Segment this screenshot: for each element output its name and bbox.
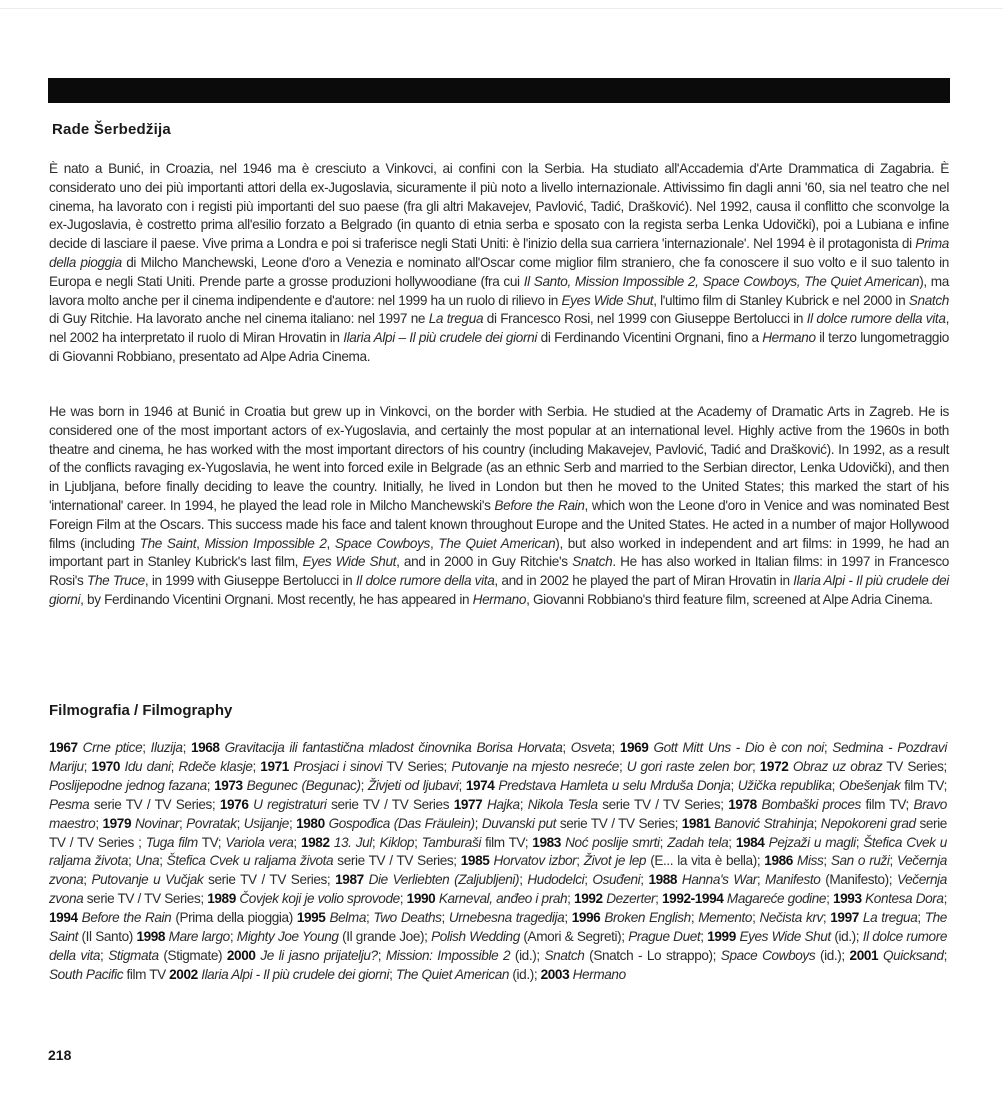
title-text: Prosjaci i sinovi	[293, 758, 383, 774]
text-run: ;	[170, 758, 179, 774]
text-run: film TV	[123, 966, 170, 982]
text-run: serie TV / TV Series	[326, 796, 454, 812]
year-label: 1994	[49, 910, 78, 926]
title-text: Prague Duet	[628, 929, 701, 945]
year-label: 1982	[300, 834, 330, 850]
title-text: Je li jasno prijatelju?	[260, 947, 378, 963]
year-label: 1985	[460, 853, 490, 869]
title-text: 13. Jul	[333, 834, 372, 850]
title-text: Mare largo	[168, 929, 230, 945]
year-label: 1986	[764, 853, 793, 869]
text-run: ;	[826, 891, 833, 907]
title-text: Kiklop	[379, 834, 415, 850]
text-run: ,	[429, 535, 439, 551]
title-text: Horvatov izbor	[493, 853, 577, 869]
title-text: Nikola Tesla	[527, 796, 598, 812]
text-run: ;	[389, 966, 396, 982]
year-label: 1989	[207, 891, 236, 907]
text-run: ;	[182, 740, 191, 755]
text-run: ;	[611, 740, 620, 755]
text-run: (id.);	[510, 947, 545, 963]
text-run: ;	[206, 777, 215, 793]
text-run: ;	[159, 853, 167, 869]
text-run: (Prima della pioggia)	[171, 910, 297, 926]
title-text: Polish Wedding	[431, 929, 520, 945]
text-run: (Il grande Joe);	[338, 929, 432, 945]
text-run: ;	[752, 910, 760, 926]
title-text: Čovjek koji je volio sprovode	[239, 891, 400, 907]
top-rule	[0, 8, 1003, 9]
text-run: ;	[293, 834, 301, 850]
text-run: serie TV / TV Series;	[203, 872, 336, 888]
title-text: Iluzija	[150, 740, 183, 755]
filmography-heading: Filmografia / Filmography	[49, 702, 233, 719]
text-run: , nel 2002 ha interpretato il ruolo di Miran Hrovatin in	[49, 311, 949, 346]
text-run: ;	[730, 777, 738, 793]
text-run: , Giovanni Robbiano's third feature film, screened at Alpe Adria Cinema.	[526, 591, 933, 607]
text-run: ;	[567, 891, 575, 907]
year-label: 1978	[728, 796, 757, 812]
year-label: 2001	[849, 947, 879, 963]
title-text: Hermano	[472, 591, 527, 607]
text-run: ,	[196, 535, 205, 551]
text-run: , in 1999 with Giuseppe Bertolucci in	[144, 573, 356, 589]
text-run: ;	[855, 834, 864, 850]
title-text: Večernja zvona	[49, 872, 947, 907]
year-label: 2002	[169, 966, 198, 982]
year-label: 1973	[214, 777, 243, 793]
text-run: (id.);	[830, 929, 863, 945]
title-text: Karneval, anđeo i prah	[438, 891, 568, 907]
text-run: serie TV / TV Series;	[333, 853, 461, 869]
text-run: , by Ferdinando Vicentini Orgnani. Most recently, he has appeared in	[80, 591, 473, 607]
text-run: ;	[831, 777, 839, 793]
title-text: Osveta	[570, 740, 612, 755]
title-text: Hajka	[486, 796, 520, 812]
year-label: 1983	[532, 834, 561, 850]
text-run: TV;	[197, 834, 226, 850]
title-text: Eyes Wide Shut	[561, 292, 654, 308]
title-text: U registraturi	[253, 796, 327, 812]
biography-italian	[49, 160, 949, 367]
year-label: 2003	[540, 966, 570, 982]
title-text: Snatch	[544, 947, 585, 963]
title-text: Bombaški proces	[761, 796, 861, 812]
title-text: San o ruži	[830, 853, 890, 869]
year-label: 1996	[571, 910, 601, 926]
text-run: (id.);	[509, 966, 541, 982]
text-run: ;	[519, 796, 528, 812]
text-run: (Snatch - Lo strappo);	[584, 947, 721, 963]
text-run: di Ferdinando Vicentini Orgnani, fino a	[537, 330, 763, 346]
title-text: The Quiet American	[438, 535, 556, 551]
title-text: Il dolce rumore della vita	[806, 311, 946, 327]
title-text: South Pacific	[49, 966, 124, 982]
text-run: film TV;	[900, 777, 947, 793]
year-label: 1974	[465, 777, 495, 793]
text-run: ;	[562, 740, 571, 755]
text-run: ;	[917, 910, 925, 926]
text-run: ;	[458, 777, 466, 793]
title-text: Dezerter	[606, 891, 656, 907]
text-run: film TV;	[481, 834, 533, 850]
text-run: ;	[229, 929, 237, 945]
title-text: Memento	[698, 910, 753, 926]
title-text: Gott Mitt Uns - Dio è con noi	[653, 740, 824, 755]
title-text: Eyes Wide Shut	[302, 554, 397, 570]
title-text: Sedmina - Pozdravi Mariju	[49, 740, 947, 774]
text-run: serie TV / TV Series ;	[49, 815, 947, 850]
title-text: Rdeče klasje	[178, 758, 253, 774]
text-run: serie TV / TV Series;	[597, 796, 729, 812]
title-text: Nečista krv	[759, 910, 823, 926]
text-run: (Manifesto);	[820, 872, 897, 888]
title-text: Magareće godine	[726, 891, 827, 907]
text-run: serie TV / TV Series;	[83, 891, 208, 907]
title-text: Usijanje	[243, 815, 289, 831]
text-run: (id.);	[815, 947, 850, 963]
title-text: Obešenjak	[838, 777, 901, 793]
year-label: 1997	[830, 910, 859, 926]
text-run: (Il Santo)	[77, 929, 137, 945]
year-label: 1987	[335, 872, 364, 888]
title-text: Novinar	[134, 815, 179, 831]
year-label: 1998	[136, 929, 166, 945]
year-label: 1980	[296, 815, 325, 831]
text-run: serie TV / TV Series;	[556, 815, 682, 831]
title-text: Snatch	[572, 554, 613, 570]
text-run: ;	[441, 910, 449, 926]
text-run: ,	[326, 535, 335, 551]
text-run: ;	[371, 834, 380, 850]
year-label: 2000	[226, 947, 256, 963]
title-text: Stigmata	[108, 947, 159, 963]
year-label: 1992-1994	[662, 891, 724, 907]
title-text: Variola vera	[225, 834, 294, 850]
text-run: ;	[813, 815, 821, 831]
title-text: Tuga film	[145, 834, 198, 850]
text-run: ;	[823, 740, 833, 755]
title-text: Ilaria Alpi - Il più crudele dei giorni	[49, 573, 949, 607]
title-text: Hanna's War	[681, 872, 757, 888]
text-run: TV Series;	[882, 758, 947, 774]
text-run: ;	[943, 891, 947, 907]
text-run: di Guy Ritchie. Ha lavorato anche nel cinema italiano: nel 1997 ne	[49, 311, 429, 327]
year-label: 1995	[296, 910, 326, 926]
text-run: (Amori & Segreti);	[519, 929, 629, 945]
title-text: Il Santo, Mission Impossible 2, Space Cowboys, The Quiet American	[523, 273, 920, 289]
text-run: ), ma lavora molto anche per il cinema indipendente e d'autore: nel 1999 ha un ruolo di rilievo in	[49, 273, 949, 308]
text-run: di Milcho Manchewski, Leone d'oro a Venezia e nominato all'Oscar come miglior film straniero, che fa conoscere il suo volto e il suo talento in Europa e negli Stati Uniti. Prende parte a grosse produzioni hollywoodiane (fra cui	[49, 254, 949, 289]
text-run: film TV;	[860, 796, 914, 812]
title-text: Begunec (Begunac)	[246, 777, 361, 793]
text-run: ;	[576, 853, 584, 869]
text-run: ;	[178, 815, 187, 831]
year-label: 1967	[49, 740, 78, 755]
title-text: Crne ptice	[82, 740, 143, 755]
text-run: , l'ultimo film di Stanley Kubrick e nel 2000 in	[653, 292, 909, 308]
year-label: 1992	[574, 891, 603, 907]
text-run: ;	[564, 910, 572, 926]
title-text: La tregua	[862, 910, 918, 926]
text-run: ;	[943, 947, 947, 963]
year-label: 1968	[190, 740, 220, 755]
title-text: Before the Rain	[494, 497, 585, 513]
title-text: The Saint	[139, 535, 197, 551]
title-text: Prima della pioggia	[49, 236, 949, 270]
title-text: Mission: Impossible 2	[385, 947, 511, 963]
text-run: ;	[366, 910, 374, 926]
title-text: Užička republika	[737, 777, 832, 793]
text-run: ;	[728, 834, 736, 850]
title-text: Život je lep	[583, 853, 647, 869]
title-text: Il dolce rumore della vita	[355, 573, 495, 589]
title-text: Putovanje u Vučjak	[91, 872, 204, 888]
title-text: The Truce	[87, 573, 145, 589]
text-run: ;	[690, 910, 699, 926]
title-text: Broken English	[604, 910, 691, 926]
text-run: , which won the Leone d'oro in Venice and was nominated Best Foreign Film at the Oscars. This success made his face and talent known throughout Europe and the United States. He acted in a number of major Hollywood films (including	[49, 497, 949, 551]
text-run: ;	[95, 815, 103, 831]
year-label: 1999	[707, 929, 736, 945]
text-run: ;	[751, 758, 760, 774]
biography-english	[49, 403, 949, 610]
title-text: Duvanski put	[481, 815, 557, 831]
text-run: He was born in 1946 at Bunić in Croatia but grew up in Vinkovci, on the border with Serbia. He studied at the Academy of Dramatic Arts in Zagreb. He is considered one of the most important actors of ex-Yugoslavia, and certainly the most popular at an international level. Highly active from the 1960s in both theatre and cinema, he has worked with the most important directors of his country (including Makavejev, Pavlović, Tadić and Drašković). In 1992, as a result of the conflicts ravaging ex-Yugoslavia, he went into forced exile in Belgrade (as an ethnic Serb and married to the Serbian director, Lenka Udovički), and then in Ljubljana, before finally deciding to leave the country. Initially, he lived in London but then he moved to the United States; this marked the start of his 'international' career. In 1994, he played the lead role in Milcho Manchewski's	[49, 404, 949, 513]
text-run: ;	[100, 947, 109, 963]
title-text: Mission Impossible 2	[204, 535, 327, 551]
text-run: il terzo lungometraggio di Giovanni Robbiano, presentato ad Alpe Adria Cinema.	[49, 330, 949, 364]
text-run: , and in 2000 in Guy Ritchie's	[396, 554, 573, 570]
text-run: ;	[655, 891, 662, 907]
text-run: serie TV / TV Series;	[89, 796, 220, 812]
title-text: Nepokoreni grad	[820, 815, 916, 831]
title-text: The Quiet American	[395, 966, 510, 982]
title-text: Belma	[329, 910, 366, 926]
year-label: 1993	[832, 891, 862, 907]
title-text: Hermano	[762, 330, 816, 346]
year-label: 1979	[102, 815, 132, 831]
title-text: La tregua	[428, 311, 484, 327]
title-text: Manifesto	[765, 872, 821, 888]
title-text: Pesma	[49, 796, 90, 812]
title-text: The Saint	[49, 910, 947, 945]
title-text: U gori raste zelen bor	[626, 758, 752, 774]
actor-name-heading: Rade Šerbedžija	[52, 121, 171, 138]
text-run: ;	[83, 872, 92, 888]
title-text: Quicksand	[882, 947, 944, 963]
title-text: Two Deaths	[373, 910, 442, 926]
title-text: Before the Rain	[81, 910, 172, 926]
header-bar	[48, 78, 950, 103]
text-run: ;	[288, 815, 297, 831]
title-text: Putovanje na mjesto nesreće	[451, 758, 619, 774]
text-run: ;	[584, 872, 593, 888]
title-text: Tamburaši	[421, 834, 481, 850]
year-label: 1984	[735, 834, 765, 850]
text-run: ;	[618, 758, 627, 774]
year-label: 1976	[219, 796, 249, 812]
year-label: 1971	[260, 758, 289, 774]
text-run: ;	[822, 910, 831, 926]
text-run: ;	[474, 815, 482, 831]
text-run: ), but also worked in independent and art films: in 1999, he had an important part in Stanley Kubrick's last film,	[49, 535, 949, 570]
text-run: ;	[252, 758, 261, 774]
year-label: 1981	[681, 815, 711, 831]
title-text: Miss	[797, 853, 824, 869]
title-text: Una	[135, 853, 160, 869]
text-run: ;	[659, 834, 668, 850]
text-run: ;	[142, 740, 151, 755]
text-run: ;	[127, 853, 136, 869]
title-text: Poslijepodne jednog fazana	[49, 777, 207, 793]
text-run: ;	[236, 815, 244, 831]
text-run: ;	[399, 891, 407, 907]
text-run: ;	[756, 872, 766, 888]
text-run: ;	[377, 947, 386, 963]
title-text: Obraz uz obraz	[792, 758, 883, 774]
title-text: Štefica Cvek u raljama života	[166, 853, 334, 869]
title-text: Povratak	[186, 815, 237, 831]
title-text: Pejzaži u magli	[768, 834, 856, 850]
title-text: Snatch	[908, 292, 949, 308]
text-run: ;	[83, 758, 92, 774]
text-run: . He has also worked in Italian films: in 1997 in Francesco Rosi's	[49, 554, 949, 589]
title-text: Hermano	[572, 966, 626, 982]
title-text: Die Verliebten (Zaljubljeni)	[368, 872, 520, 888]
text-run: È nato a Bunić, in Croazia, nel 1946 ma è cresciuto a Vinkovci, ai confini con la Serbia. Ha studiato all'Accademia d'Arte Drammatica di Zagabria. È considerato uno dei più importanti attori della ex-Jugoslavia, sicuramente il più noto a livello internazionale. Attivissimo fin dagli anni '60, sia nel teatro che nel cinema, ha lavorato con i registi più importanti del suo paese (fra gli altri Makavejev, Pavlović, Tadić, Drašković). Nel 1992, causa il conflitto che sconvolge la ex-Jugoslavia, è costretto prima all'esilio forzato a Belgrado (in quanto di etnia serba e sposato con la regista serba Lenka Udovički), poi a Lubiana e infine decide di lasciare il paese. Vive prima a Londra e poi si traferisce negli Stati Uniti: è l'inizio della sua carriera 'internazionale'. Nel 1994 è il protagonista di	[49, 161, 949, 252]
title-text: Il dolce rumore della vita	[49, 929, 947, 963]
text-run: (Stigmate)	[158, 947, 227, 963]
title-text: Urnebesna tragedija	[448, 910, 565, 926]
title-text: Osuđeni	[592, 872, 641, 888]
title-text: Idu dani	[124, 758, 171, 774]
text-run: ;	[823, 853, 831, 869]
year-label: 1988	[648, 872, 678, 888]
title-text: Kontesa Dora	[865, 891, 944, 907]
title-text: Hudodelci	[527, 872, 585, 888]
title-text: Mighty Joe Young	[236, 929, 339, 945]
title-text: Bravo maestro	[49, 796, 947, 831]
title-text: Eyes Wide Shut	[739, 929, 831, 945]
text-run: ;	[360, 777, 368, 793]
title-text: Gravitacija ili fantastična mladost činovnika Borisa Horvata	[224, 740, 563, 755]
year-label: 1970	[91, 758, 121, 774]
title-text: Gospođica (Das Fräulein)	[328, 815, 475, 831]
title-text: Zadah tela	[667, 834, 729, 850]
year-label: 1969	[619, 740, 649, 755]
title-text: Noć poslije smrti	[565, 834, 660, 850]
page-number: 218	[48, 1047, 72, 1063]
title-text: Štefica Cvek u raljama života	[49, 834, 947, 869]
title-text: Ilaria Alpi - Il più crudele dei giorni	[201, 966, 390, 982]
year-label: 1972	[759, 758, 789, 774]
title-text: Banović Strahinja	[714, 815, 814, 831]
text-run: TV Series;	[382, 758, 452, 774]
title-text: Space Cowboys	[720, 947, 816, 963]
title-text: Živjeti od ljubavi	[367, 777, 459, 793]
title-text: Predstava Hamleta u selu Mrduša Donja	[498, 777, 731, 793]
text-run: di Francesco Rosi, nel 1999 con Giuseppe Bertolucci in	[483, 311, 807, 327]
title-text: Ilaria Alpi – Il più crudele dei giorni	[343, 330, 538, 346]
text-run: ;	[640, 872, 649, 888]
title-text: Space Cowboys	[334, 535, 430, 551]
filmography-list	[49, 739, 947, 985]
text-run: ;	[519, 872, 528, 888]
text-run: ;	[889, 853, 897, 869]
text-run: ;	[414, 834, 422, 850]
year-label: 1977	[453, 796, 483, 812]
text-run: ;	[700, 929, 708, 945]
text-run: , and in 2002 he played the part of Miran Hrovatin in	[494, 573, 794, 589]
title-text: Večernja zvona	[49, 853, 947, 888]
year-label: 1990	[406, 891, 436, 907]
text-run: (E... la vita è bella);	[646, 853, 765, 869]
